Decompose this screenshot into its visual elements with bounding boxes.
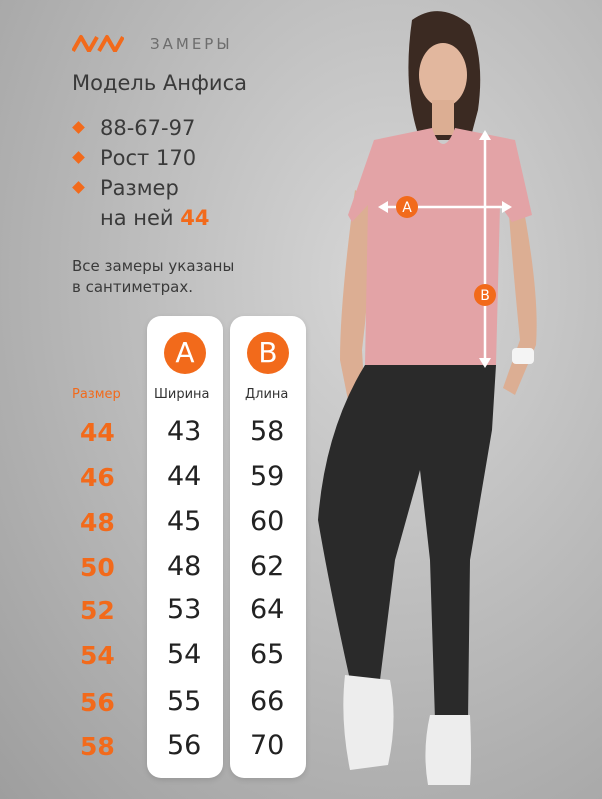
size-cell: 52 [80, 596, 115, 625]
size-cell: 44 [80, 418, 115, 447]
marker-b-label: B [480, 288, 490, 304]
list-item [72, 113, 210, 143]
length-cell: 66 [250, 686, 285, 717]
width-cell: 55 [167, 686, 202, 717]
size-cell: 48 [80, 508, 115, 537]
width-cell: 44 [167, 461, 202, 492]
length-cell: 59 [250, 461, 285, 492]
width-column-header: Ширина [154, 387, 210, 402]
size-cell: 54 [80, 641, 115, 670]
size-cell: 58 [80, 732, 115, 761]
length-cell: 62 [250, 551, 285, 582]
units-note [72, 256, 234, 298]
size-cell: 46 [80, 463, 115, 492]
size-label: Размер [100, 176, 179, 200]
width-cell: 53 [167, 594, 202, 625]
model-name: Модель Анфиса [72, 71, 247, 95]
length-cell: 70 [250, 730, 285, 761]
width-cell: 43 [167, 416, 202, 447]
badge-b: B [247, 332, 289, 374]
size-value: 44 [180, 206, 210, 230]
length-cell: 65 [250, 639, 285, 670]
size-column-header: Размер [72, 387, 121, 402]
diamond-bullet-icon [72, 121, 85, 134]
diamond-bullet-icon [72, 181, 85, 194]
measurements-text: 88-67-97 [100, 116, 196, 140]
model-info-list [72, 113, 210, 233]
diamond-bullet-icon [72, 151, 85, 164]
width-cell: 48 [167, 551, 202, 582]
list-item [72, 173, 210, 203]
length-cell: 64 [250, 594, 285, 625]
width-cell: 54 [167, 639, 202, 670]
tshirt-shape [348, 128, 532, 365]
note-line-1: Все замеры указаны [72, 257, 235, 275]
page-title: ЗАМЕРЫ [150, 35, 233, 53]
note-line-2: в сантиметрах. [72, 278, 193, 296]
jeans-shape [318, 365, 496, 720]
marker-a-label: A [402, 200, 412, 216]
brand-logo-icon [72, 34, 124, 52]
size-cell: 50 [80, 553, 115, 582]
length-column-header: Длина [245, 387, 289, 402]
size-continuation [72, 203, 210, 233]
width-cell: 56 [167, 730, 202, 761]
model-photo [300, 0, 602, 799]
badge-a: A [164, 332, 206, 374]
width-cell: 45 [167, 506, 202, 537]
height-text: Рост 170 [100, 146, 197, 170]
size-cell: 56 [80, 688, 115, 717]
list-item [72, 143, 210, 173]
length-cell: 58 [250, 416, 285, 447]
length-cell: 60 [250, 506, 285, 537]
size-label-2: на ней [100, 206, 174, 230]
